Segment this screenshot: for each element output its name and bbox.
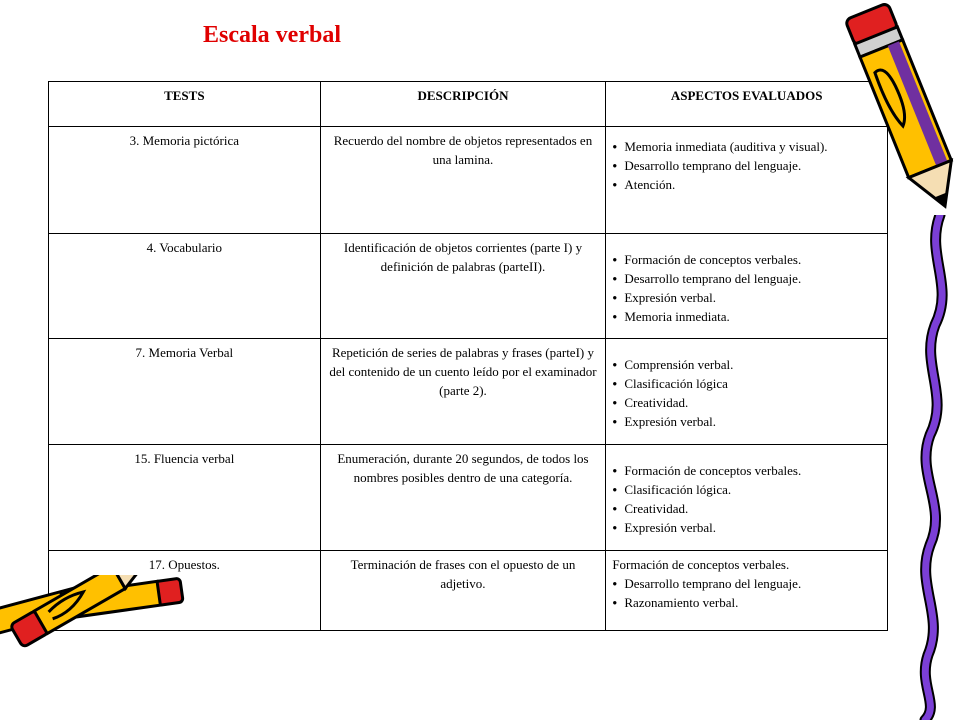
test-description: Recuerdo del nombre de objetos representados en una lamina.	[320, 127, 606, 234]
table-header-row	[49, 82, 888, 127]
test-description: Repetición de series de palabras y frases (parteI) y del contenido de un cuento leído por el examinador (parte 2).	[320, 339, 606, 445]
header-tests: TESTS	[49, 82, 321, 127]
aspect-item: ● Razonamiento verbal.	[612, 593, 881, 612]
aspect-item: ● Desarrollo temprano del lenguaje.	[612, 156, 881, 175]
aspect-item: ● Expresión verbal.	[612, 518, 881, 537]
pencil-pair-bottom-left-icon	[0, 575, 200, 720]
verbal-scale-table	[48, 81, 888, 631]
table-row	[49, 339, 888, 445]
test-description: Enumeración, durante 20 segundos, de todos los nombres posibles dentro de una categoría.	[320, 445, 606, 551]
test-aspects	[606, 339, 888, 445]
table-row	[49, 445, 888, 551]
aspect-item: ● Expresión verbal.	[612, 288, 881, 307]
test-description: Identificación de objetos corrientes (parte I) y definición de palabras (parteII).	[320, 234, 606, 339]
aspect-item: ● Atención.	[612, 175, 881, 194]
test-name: 17. Opuestos.	[49, 551, 321, 631]
test-description: Terminación de frases con el opuesto de un adjetivo.	[320, 551, 606, 631]
aspect-item: ● Creatividad.	[612, 393, 881, 412]
aspect-item: ● Memoria inmediata (auditiva y visual).	[612, 137, 881, 156]
purple-squiggle-border	[900, 215, 960, 720]
pencil-top-right-icon	[795, 0, 960, 235]
aspect-item: ● Desarrollo temprano del lenguaje.	[612, 269, 881, 288]
header-aspectos: ASPECTOS EVALUADOS	[606, 82, 888, 127]
table-row	[49, 127, 888, 234]
aspect-item: ● Comprensión verbal.	[612, 355, 881, 374]
aspect-item: ● Desarrollo temprano del lenguaje.	[612, 574, 881, 593]
aspect-item: ● Clasificación lógica	[612, 374, 881, 393]
test-name: 7. Memoria Verbal	[49, 339, 321, 445]
table-row	[49, 234, 888, 339]
aspect-item: ● Expresión verbal.	[612, 412, 881, 431]
test-aspects	[606, 445, 888, 551]
aspect-item: ● Formación de conceptos verbales.	[612, 461, 881, 480]
aspect-item: ● Formación de conceptos verbales.	[612, 250, 881, 269]
test-aspects	[606, 234, 888, 339]
aspect-item-plain: Formación de conceptos verbales.	[612, 557, 790, 572]
aspect-item: ● Memoria inmediata.	[612, 307, 881, 326]
page-title: Escala verbal	[203, 22, 341, 48]
aspect-item: ● Creatividad.	[612, 499, 881, 518]
header-descripcion: DESCRIPCIÓN	[320, 82, 606, 127]
aspect-item: ● Clasificación lógica.	[612, 480, 881, 499]
test-name: 4. Vocabulario	[49, 234, 321, 339]
test-name: 3. Memoria pictórica	[49, 127, 321, 234]
test-name: 15. Fluencia verbal	[49, 445, 321, 551]
test-aspects	[606, 551, 888, 631]
